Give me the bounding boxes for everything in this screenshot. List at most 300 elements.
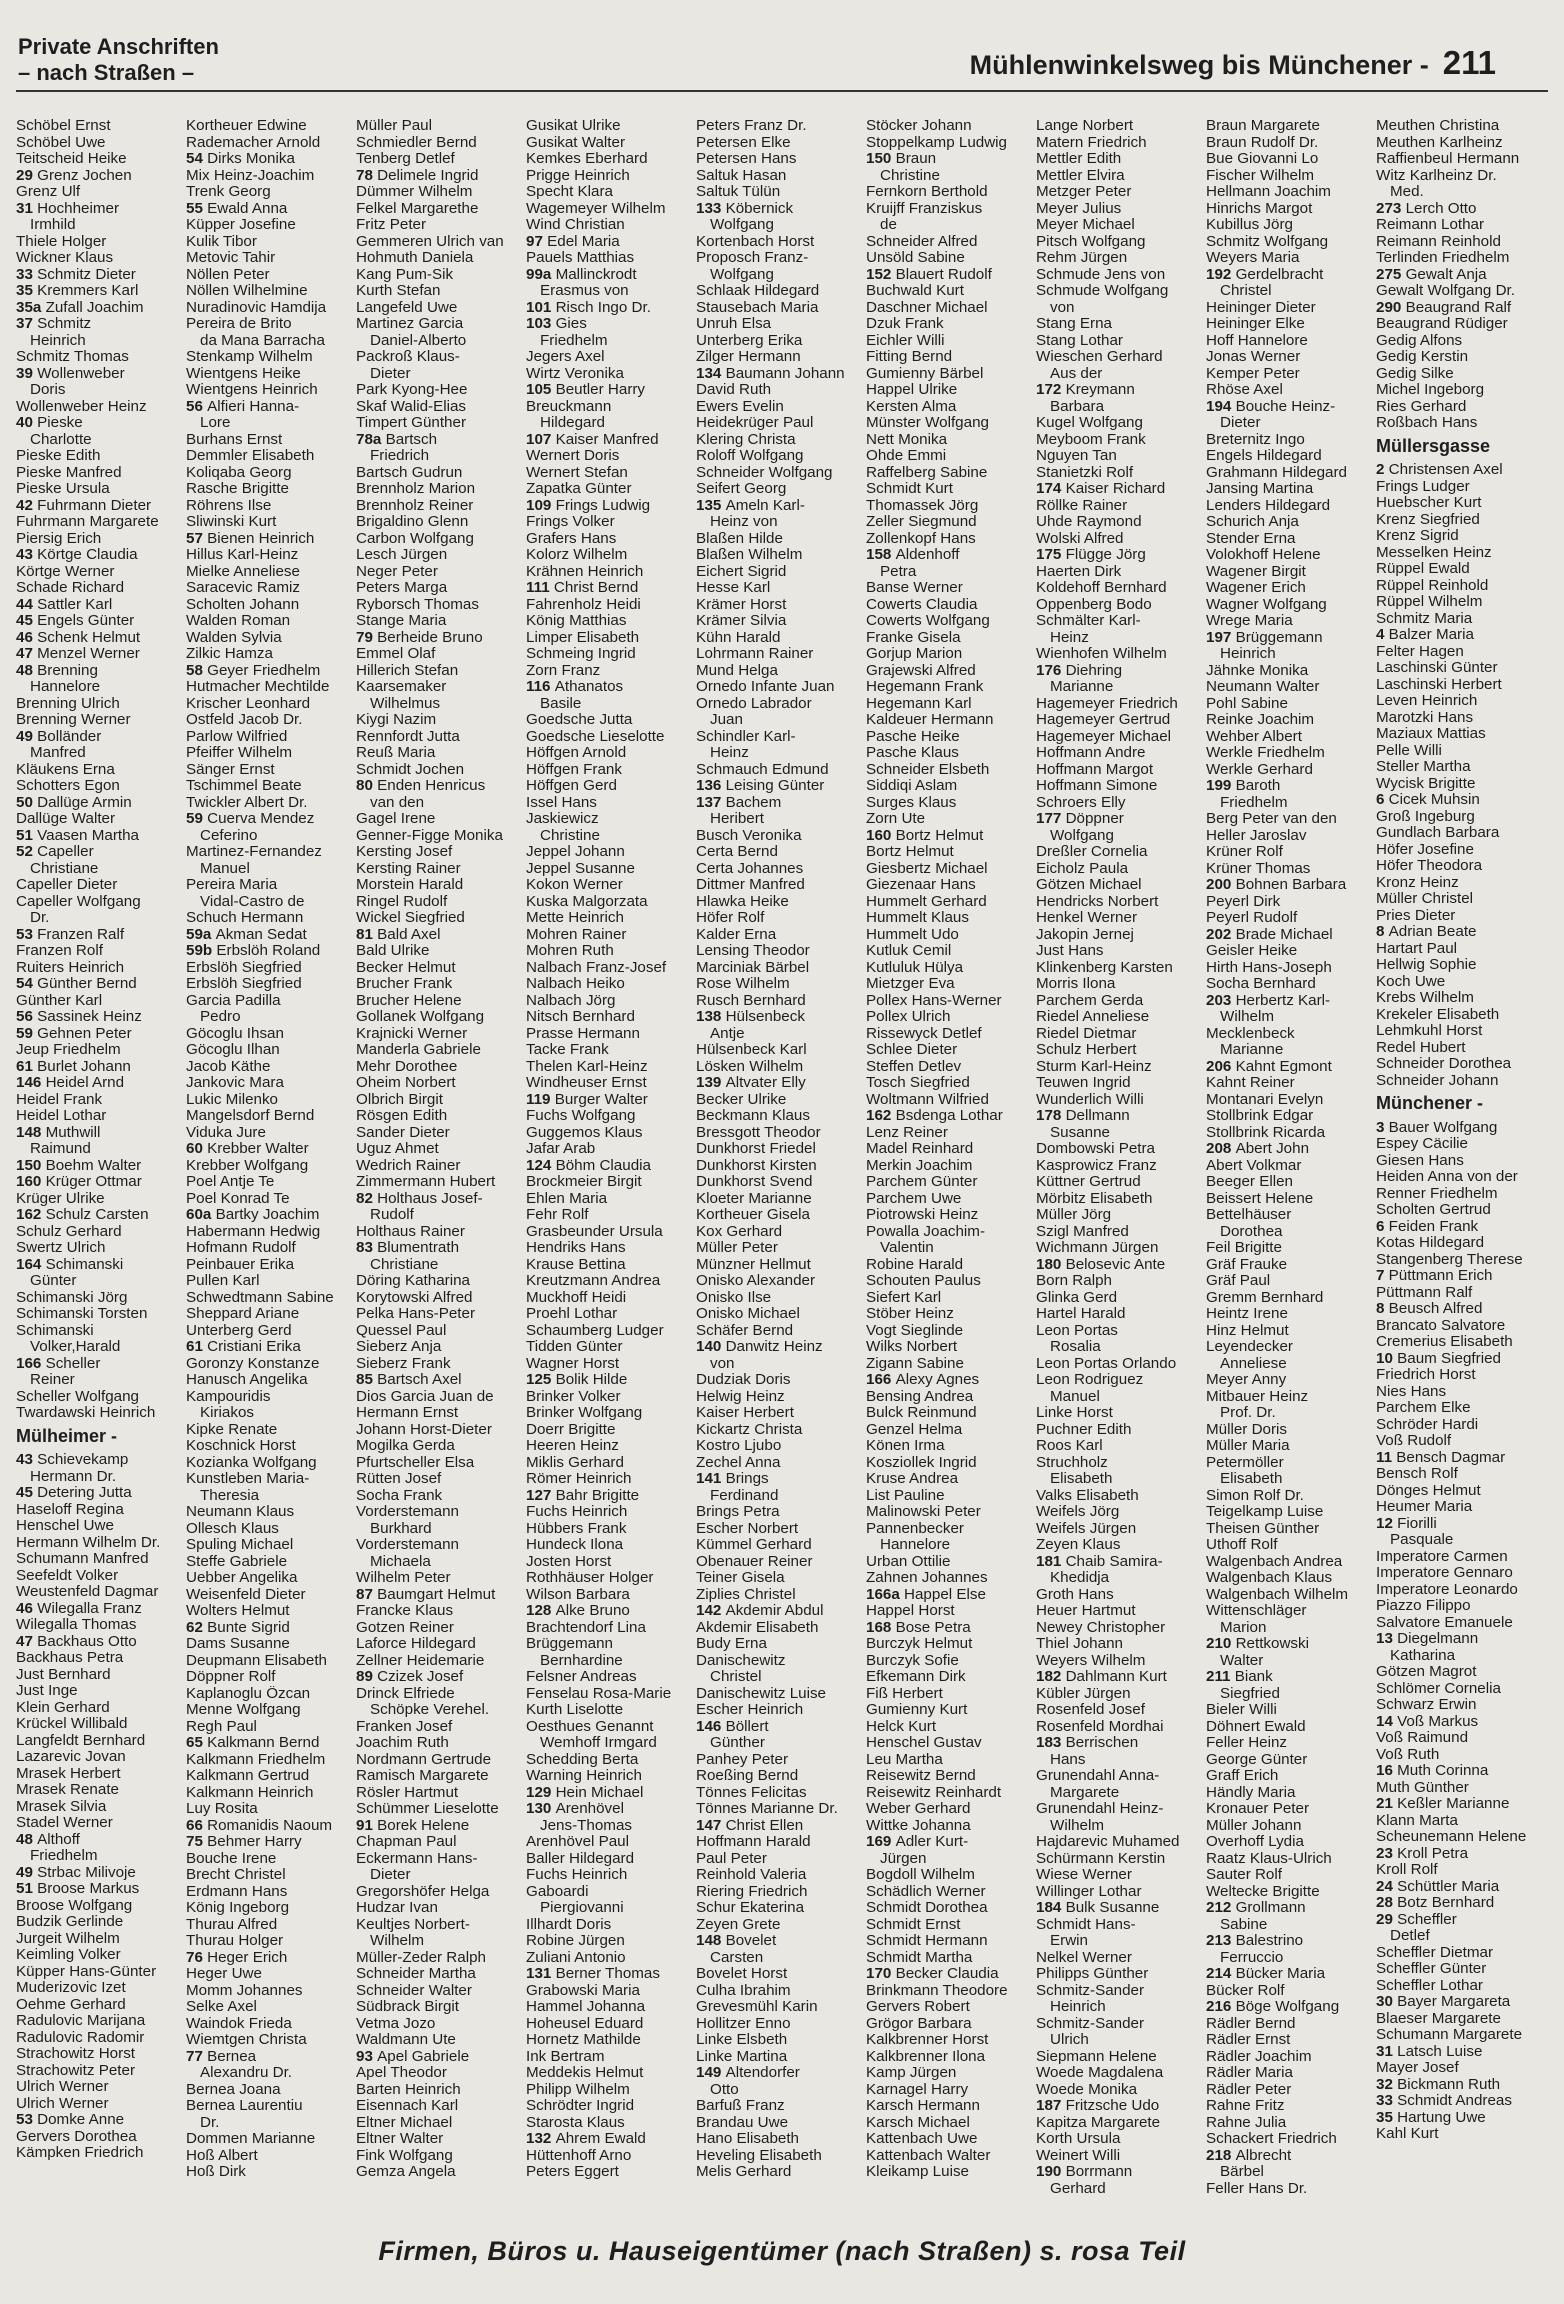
house-number: 4: [1376, 627, 1389, 643]
house-number: 6: [1376, 792, 1389, 808]
resident-name: Baller Hildegard: [526, 1850, 635, 1867]
house-number: 21: [1376, 1796, 1398, 1812]
directory-entry: [356, 316, 526, 333]
directory-entry: [526, 184, 696, 201]
resident-name: Goedsche Jutta: [526, 712, 633, 728]
directory-entry: [1206, 135, 1376, 152]
resident-name: Rasche Brigitte: [186, 481, 289, 497]
directory-entry: [356, 2032, 526, 2049]
resident-name: Pedro: [200, 1009, 241, 1025]
resident-name: Efkemann Dirk: [866, 1669, 966, 1685]
resident-name: Kalkmann Gertrud: [186, 1768, 310, 1784]
resident-name: Renner Friedhelm: [1376, 1185, 1498, 1202]
resident-name: Gehnen Peter: [37, 1025, 132, 1042]
resident-name: Schumann Margarete: [1376, 2027, 1523, 2043]
directory-entry: [866, 1257, 1036, 1274]
directory-entry: [1036, 1620, 1206, 1637]
directory-entry: [526, 1983, 696, 2000]
resident-name: Gräf Frauke: [1206, 1256, 1288, 1273]
resident-name: Stange Maria: [356, 613, 447, 629]
resident-name: Ferdinand: [710, 1487, 779, 1504]
directory-entry: [1376, 1895, 1546, 1912]
directory-entry: [526, 2148, 696, 2165]
resident-name: Struchholz: [1036, 1454, 1108, 1471]
directory-entry: [1206, 1224, 1376, 1241]
resident-name: Heininger Dieter: [1206, 299, 1316, 316]
resident-name: Haseloff Regina: [16, 1501, 124, 1518]
directory-entry: [1206, 1273, 1376, 1290]
directory-entry: [16, 151, 186, 168]
resident-name: Mrasek Renate: [16, 1782, 119, 1798]
directory-entry: [526, 1801, 696, 1818]
resident-name: Höffgen Gerd: [526, 778, 617, 794]
resident-name: Garcia Padilla: [186, 992, 281, 1009]
directory-entry: [186, 613, 356, 630]
resident-name: Onisko Alexander: [696, 1273, 816, 1289]
resident-name: Leyendecker: [1206, 1339, 1293, 1355]
resident-name: Hoß Dirk: [186, 2164, 246, 2180]
resident-name: Laschinski Günter: [1376, 660, 1498, 676]
resident-name: Gregorshöfer Helga: [356, 1883, 490, 1900]
resident-name: Lore: [200, 415, 231, 431]
directory-entry: [356, 1669, 526, 1686]
directory-entry: [16, 201, 186, 218]
directory-entry: [696, 1966, 866, 1983]
directory-entry: [1036, 1999, 1206, 2016]
directory-entry: [1376, 1928, 1546, 1945]
resident-name: Nalbach Heiko: [526, 976, 625, 992]
resident-name: Gaboardi: [526, 1883, 589, 1900]
resident-name: Bose Petra: [895, 1619, 971, 1636]
resident-name: Stang Erna: [1036, 316, 1112, 332]
resident-name: Dieter: [370, 365, 411, 382]
resident-name: Wichmann Jürgen: [1036, 1240, 1159, 1256]
directory-entry: [356, 597, 526, 614]
directory-entry: [1376, 528, 1546, 545]
directory-entry: [1036, 415, 1206, 432]
directory-entry: [16, 1865, 186, 1882]
resident-name: Hoß Albert: [186, 2147, 258, 2164]
house-number: 105: [526, 382, 556, 398]
resident-name: Weustenfeld Dagmar: [16, 1584, 159, 1600]
resident-name: Johann Horst-Dieter: [356, 1421, 492, 1438]
resident-name: Feller Hans Dr.: [1206, 2180, 1308, 2197]
resident-name: Danischewitz: [696, 1652, 786, 1669]
house-number: 59: [186, 811, 208, 827]
resident-name: Tacke Frank: [526, 1042, 609, 1058]
directory-entry: [696, 1488, 866, 1505]
directory-entry: [1376, 1532, 1546, 1549]
directory-entry: [186, 1108, 356, 1125]
house-number: 116: [526, 679, 555, 695]
directory-entry: [356, 1884, 526, 1901]
directory-entry: [1036, 2148, 1206, 2165]
resident-name: Weber Gerhard: [866, 1801, 971, 1817]
resident-name: Bulk Susanne: [1065, 1900, 1160, 1916]
resident-name: Marianne: [1050, 679, 1114, 695]
resident-name: George Günter: [1206, 1751, 1308, 1768]
directory-entry: [696, 1603, 866, 1620]
resident-name: Bauer Wolfgang: [1388, 1119, 1498, 1136]
resident-name: Feil Brigitte: [1206, 1240, 1282, 1256]
resident-name: Miklis Gerhard: [526, 1454, 624, 1471]
directory-entry: [16, 663, 186, 680]
directory-entry: [186, 1174, 356, 1191]
resident-name: Rissewyck Detlef: [866, 1025, 982, 1042]
directory-entry: [356, 465, 526, 482]
directory-entry: [526, 844, 696, 861]
directory-entry: [1376, 300, 1546, 317]
resident-name: Warning Heinrich: [526, 1768, 642, 1784]
directory-entry: [1206, 795, 1376, 812]
directory-entry: [16, 1469, 186, 1486]
resident-name: Rettkowski: [1235, 1636, 1309, 1652]
directory-entry: [866, 217, 1036, 234]
resident-name: Heidel Arnd: [45, 1075, 125, 1091]
directory-entry: [16, 333, 186, 350]
resident-name: Parchem Elke: [1376, 1400, 1471, 1416]
directory-entry: [16, 564, 186, 581]
directory-entry: [696, 168, 866, 185]
resident-name: Püttmann Erich: [1388, 1268, 1493, 1284]
directory-entry: [1036, 1570, 1206, 1587]
directory-entry: [1036, 498, 1206, 515]
resident-name: Dombowski Petra: [1036, 1141, 1156, 1157]
directory-entry: [866, 465, 1036, 482]
resident-name: Schürmann Kerstin: [1036, 1850, 1166, 1867]
directory-entry: [356, 1554, 526, 1571]
house-number: 212: [1206, 1900, 1236, 1916]
resident-name: Kronauer Peter: [1206, 1801, 1309, 1817]
resident-name: Szigl Manfred: [1036, 1223, 1129, 1240]
resident-name: Puchner Edith: [1036, 1421, 1132, 1438]
directory-entry: [696, 1224, 866, 1241]
directory-entry: [356, 547, 526, 564]
directory-entry: [526, 1900, 696, 1917]
house-number: 89: [356, 1669, 378, 1685]
resident-name: Brucher Helene: [356, 992, 462, 1009]
directory-entry: [866, 1158, 1036, 1175]
directory-entry: [866, 1504, 1036, 1521]
resident-name: Grevesmühl Karin: [696, 1999, 818, 2015]
resident-name: Ries Gerhard: [1376, 398, 1467, 415]
resident-name: Hermann Wilhelm Dr.: [16, 1534, 161, 1551]
resident-name: Krähnen Heinrich: [526, 563, 644, 580]
resident-name: Bsdenga Lothar: [895, 1108, 1003, 1124]
directory-entry: [526, 1504, 696, 1521]
directory-entry: [186, 646, 356, 663]
resident-name: Weyers Wilhelm: [1036, 1652, 1146, 1669]
resident-name: Gerhard: [1050, 2180, 1106, 2197]
resident-name: Jeup Friedhelm: [16, 1042, 121, 1058]
resident-name: Bunte Sigrid: [207, 1619, 290, 1636]
directory-entry: [526, 795, 696, 812]
resident-name: Raatz Klaus-Ulrich: [1206, 1850, 1332, 1867]
directory-entry: [696, 1620, 866, 1637]
directory-entry: [1376, 1056, 1546, 1073]
resident-name: Risch Ingo Dr.: [555, 299, 651, 316]
resident-name: Zorn Franz: [526, 662, 601, 679]
directory-entry: [526, 2082, 696, 2099]
house-number: 129: [526, 1784, 556, 1801]
resident-name: Proehl Lothar: [526, 1306, 618, 1322]
directory-entry: [16, 1518, 186, 1535]
directory-entry: [696, 613, 866, 630]
directory-entry: [186, 762, 356, 779]
resident-name: Wolski Alfred: [1036, 530, 1124, 547]
resident-name: Schöpke Verehel.: [370, 1702, 490, 1718]
directory-entry: [16, 481, 186, 498]
resident-name: Koschnick Horst: [186, 1438, 296, 1454]
directory-entry: [16, 1485, 186, 1502]
directory-entry: [356, 1900, 526, 1917]
directory-entry: [696, 2065, 866, 2082]
resident-name: Wunderlich Willi: [1036, 1091, 1144, 1108]
resident-name: Voß Raimund: [1376, 1730, 1469, 1746]
resident-name: Bue Giovanni Lo: [1206, 151, 1319, 167]
resident-name: Hegemann Karl: [866, 695, 972, 712]
house-number: 39: [16, 365, 38, 382]
resident-name: Hochheimer: [37, 200, 120, 217]
directory-entry: [526, 663, 696, 680]
resident-name: Fischer Wilhelm: [1206, 167, 1315, 184]
directory-entry: [1206, 2098, 1376, 2115]
resident-name: Delimele Ingrid: [377, 167, 479, 184]
resident-name: Nett Monika: [866, 431, 948, 448]
resident-name: Brüggemann: [526, 1636, 613, 1652]
resident-name: Kickartz Christa: [696, 1421, 803, 1438]
resident-name: Gewalt Wolfgang Dr.: [1376, 283, 1516, 299]
resident-name: Röllke Rainer: [1036, 497, 1128, 514]
directory-entry: [866, 1488, 1036, 1505]
directory-entry: [1206, 1686, 1376, 1703]
directory-entry: [356, 1785, 526, 1802]
directory-entry: [356, 910, 526, 927]
resident-name: Bulck Reinmund: [866, 1405, 977, 1421]
resident-name: Christensen Axel: [1388, 462, 1503, 478]
resident-name: Bald Axel: [377, 926, 441, 943]
header-line-1: Private Anschriften: [18, 34, 219, 59]
directory-entry: [526, 547, 696, 564]
resident-name: Bieler Willi: [1206, 1702, 1277, 1718]
directory-entry: [16, 2046, 186, 2063]
directory-entry: [526, 1768, 696, 1785]
resident-name: Cowerts Wolfgang: [866, 613, 990, 629]
directory-entry: [1036, 217, 1206, 234]
directory-entry: [1036, 2181, 1206, 2198]
directory-entry: [1206, 1884, 1376, 1901]
resident-name: Gervers Dorothea: [16, 2128, 137, 2145]
directory-entry: [1036, 1141, 1206, 1158]
resident-name: Ramisch Margarete: [356, 1768, 489, 1784]
resident-name: Küpper Hans-Günter: [16, 1963, 157, 1980]
resident-name: Parlow Wilfried: [186, 728, 288, 745]
directory-entry: [696, 1455, 866, 1472]
directory-entry: [696, 333, 866, 350]
resident-name: Budy Erna: [696, 1636, 767, 1652]
resident-name: Heidel Lothar: [16, 1108, 107, 1124]
house-number: 150: [16, 1157, 46, 1174]
resident-name: Mangelsdorf Bernd: [186, 1108, 315, 1124]
directory-entry: [186, 283, 356, 300]
directory-entry: [16, 1832, 186, 1849]
directory-entry: [356, 613, 526, 630]
resident-name: Reinhold Valeria: [696, 1867, 807, 1883]
directory-entry: [1376, 399, 1546, 416]
resident-name: Ryborsch Thomas: [356, 596, 479, 613]
resident-name: Mallinckrodt: [555, 266, 637, 283]
resident-name: Kersting Josef: [356, 844, 453, 860]
directory-entry: [186, 547, 356, 564]
directory-entry: [1036, 910, 1206, 927]
resident-name: Muth Corinna: [1397, 1763, 1489, 1779]
directory-entry: [186, 201, 356, 218]
directory-entry: [186, 2082, 356, 2099]
resident-name: Fiorilli: [1397, 1515, 1437, 1532]
resident-name: Keimling Volker: [16, 1947, 121, 1963]
resident-name: Kaarsemaker: [356, 679, 447, 695]
directory-entry: [866, 366, 1036, 383]
resident-name: Leising Günter: [725, 778, 825, 794]
resident-name: Juan: [710, 712, 743, 728]
resident-name: Dr.: [200, 2114, 220, 2131]
resident-name: Hinz Helmut: [1206, 1322, 1289, 1339]
resident-name: Schedding Berta: [526, 1751, 639, 1768]
resident-name: Krekeler Elisabeth: [1376, 1006, 1500, 1023]
directory-entry: [526, 778, 696, 795]
directory-entry: [186, 1438, 356, 1455]
resident-name: Bensch Dagmar: [1396, 1449, 1506, 1466]
resident-name: Hülsenbeck Karl: [696, 1042, 807, 1058]
directory-entry: [1376, 759, 1546, 776]
directory-entry: [866, 1603, 1036, 1620]
directory-entry: [356, 663, 526, 680]
resident-name: Bartsch Axel: [377, 1372, 462, 1388]
resident-name: Parchem Günter: [866, 1174, 978, 1190]
resident-name: Bouche Heinz-: [1235, 398, 1336, 415]
house-number: 176: [1036, 662, 1066, 679]
resident-name: Groth Hans: [1036, 1586, 1114, 1603]
resident-name: Brennholz Marion: [356, 481, 476, 497]
resident-name: Dunkhorst Friedel: [696, 1141, 816, 1157]
resident-name: Kalder Erna: [696, 926, 777, 943]
directory-entry: [356, 1438, 526, 1455]
resident-name: Altendorfer: [725, 2065, 800, 2081]
directory-entry: [16, 1042, 186, 1059]
column-1: [16, 118, 186, 2218]
resident-name: Bernea Joana: [186, 2081, 281, 2098]
resident-name: Lensing Theodor: [696, 943, 810, 959]
directory-entry: [1206, 993, 1376, 1010]
resident-name: Katharina: [1390, 1647, 1456, 1664]
directory-entry: [866, 1785, 1036, 1802]
resident-name: Schmidt Hermann: [866, 1933, 988, 1949]
directory-entry: [526, 316, 696, 333]
resident-name: Dams Susanne: [186, 1636, 290, 1652]
directory-entry: [16, 1306, 186, 1323]
resident-name: Eichler Willi: [866, 332, 945, 349]
resident-name: Muderizovic Izet: [16, 1980, 126, 1996]
resident-name: Brennholz Reiner: [356, 497, 474, 514]
header-line-2: – nach Straßen –: [18, 60, 195, 85]
resident-name: Zuliani Antonio: [526, 1949, 626, 1966]
directory-entry: [866, 745, 1036, 762]
directory-entry: [1376, 283, 1546, 300]
resident-name: Heinrich: [1220, 646, 1276, 662]
directory-entry: [866, 1290, 1036, 1307]
directory-entry: [866, 2115, 1036, 2132]
resident-name: Brüggemann: [1235, 629, 1323, 646]
resident-name: Schümmer Lieselotte: [356, 1801, 499, 1817]
resident-name: Erbslöh Siegfried: [186, 959, 302, 976]
resident-name: Saracevic Ramiz: [186, 580, 300, 596]
directory-entry: [526, 1785, 696, 1802]
directory-entry: [526, 481, 696, 498]
house-number: 130: [526, 1801, 556, 1817]
directory-entry: [16, 118, 186, 135]
directory-entry: [866, 1174, 1036, 1191]
resident-name: Uguz Ahmet: [356, 1141, 439, 1157]
resident-name: Hundeck Ilona: [526, 1537, 624, 1553]
resident-name: Kaplanoglu Özcan: [186, 1685, 311, 1702]
resident-name: Luy Rosita: [186, 1801, 258, 1817]
resident-name: Peyerl Dirk: [1206, 893, 1281, 910]
resident-name: Kaiser Manfred: [555, 431, 659, 448]
resident-name: Werkle Gerhard: [1206, 761, 1313, 778]
directory-entry: [1376, 184, 1546, 201]
house-number: 43: [16, 1452, 38, 1468]
directory-entry: [526, 729, 696, 746]
resident-name: Baumgart Helmut: [377, 1586, 496, 1603]
resident-name: Rädler Ernst: [1206, 2032, 1291, 2048]
resident-name: Habermann Hedwig: [186, 1223, 321, 1240]
resident-name: Klein Gerhard: [16, 1699, 110, 1716]
directory-entry: [1206, 1290, 1376, 1307]
resident-name: Schwedtmann Sabine: [186, 1289, 334, 1306]
resident-name: Laschinski Herbert: [1376, 676, 1502, 693]
resident-name: Unruh Elsa: [696, 316, 772, 332]
resident-name: Rhöse Axel: [1206, 382, 1283, 398]
resident-name: Goronzy Konstanze: [186, 1355, 320, 1372]
resident-name: Kühn Harald: [696, 629, 781, 646]
directory-entry: [186, 679, 356, 696]
resident-name: Wittke Johanna: [866, 1817, 971, 1834]
directory-entry: [186, 1389, 356, 1406]
directory-entry: [1206, 2065, 1376, 2082]
resident-name: Eltner Michael: [356, 2114, 453, 2131]
directory-entry: [696, 2082, 866, 2099]
directory-entry: [1206, 1306, 1376, 1323]
directory-entry: [1206, 1603, 1376, 1620]
resident-name: Kaiser Richard: [1065, 481, 1166, 497]
resident-name: Henkel Werner: [1036, 910, 1138, 926]
resident-name: Hellwig Sophie: [1376, 957, 1477, 973]
directory-entry: [186, 729, 356, 746]
resident-name: Keßler Marianne: [1397, 1796, 1510, 1812]
directory-entry: [1206, 1191, 1376, 1208]
directory-entry: [1206, 1075, 1376, 1092]
resident-name: Schade Richard: [16, 580, 125, 596]
resident-name: Rehm Jürgen: [1036, 250, 1128, 266]
directory-entry: [866, 910, 1036, 927]
directory-entry: [186, 1059, 356, 1076]
resident-name: Terlinden Friedhelm: [1376, 250, 1510, 266]
directory-entry: [696, 349, 866, 366]
directory-entry: [866, 679, 1036, 696]
resident-name: Valentin: [880, 1240, 934, 1256]
resident-name: Ameln Karl-: [725, 497, 805, 514]
resident-name: Beutler Harry: [555, 382, 646, 398]
